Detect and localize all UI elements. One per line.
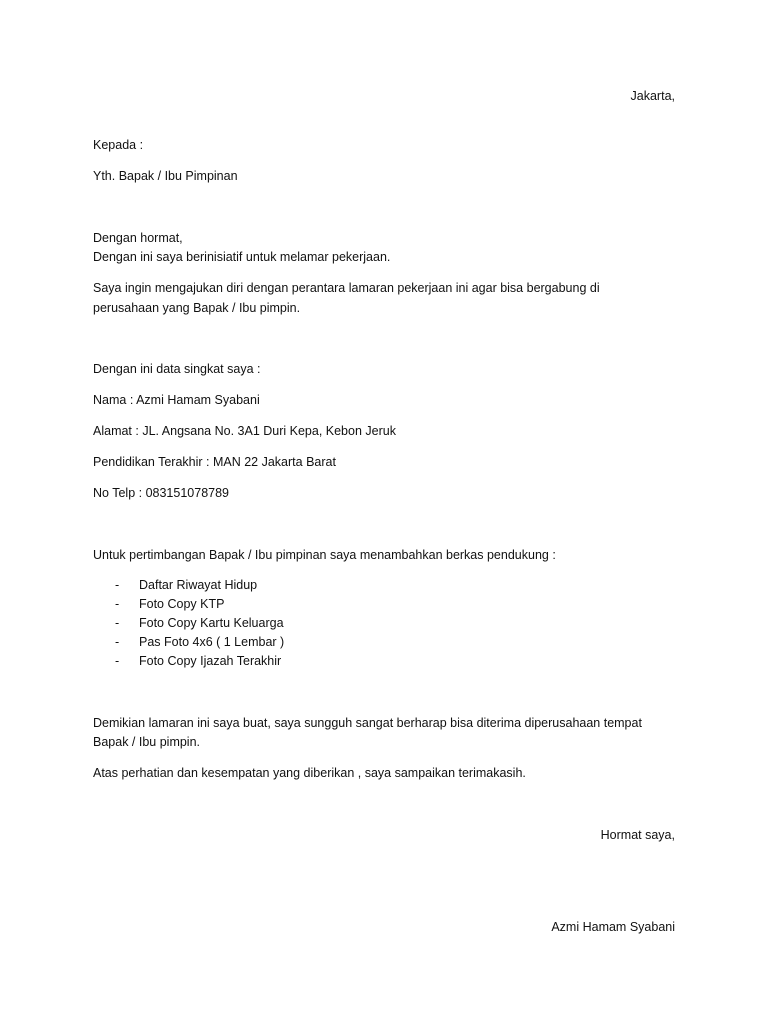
- data-intro: Dengan ini data singkat saya :: [93, 362, 261, 376]
- name-field: Nama : Azmi Hamam Syabani: [93, 393, 260, 407]
- greeting: Dengan hormat,: [93, 231, 183, 245]
- sign-off: Hormat saya,: [600, 828, 675, 842]
- intro-sentence: Dengan ini saya berinisiatif untuk melamar pekerjaan.: [93, 250, 391, 264]
- phone-field: No Telp : 083151078789: [93, 486, 229, 500]
- attachment-item: Foto Copy Kartu Keluarga: [139, 616, 284, 630]
- attachment-item: Foto Copy Ijazah Terakhir: [139, 654, 282, 668]
- thanks-sentence: Atas perhatian dan kesempatan yang diberikan , saya sampaikan terimakasih.: [93, 766, 526, 780]
- closing-line-1: Demikian lamaran ini saya buat, saya sungguh sangat berharap bisa diterima diperusahaan tempat: [93, 716, 642, 730]
- bullet-dash: -: [115, 578, 120, 592]
- education-field: Pendidikan Terakhir : MAN 22 Jakarta Barat: [93, 455, 336, 469]
- recipient-label: Kepada :: [93, 138, 144, 152]
- address-field: Alamat : JL. Angsana No. 3A1 Duri Kepa, Kebon Jeruk: [93, 424, 396, 438]
- bullet-dash: -: [115, 616, 120, 630]
- attachment-item: Foto Copy KTP: [139, 597, 225, 611]
- attachments-intro: Untuk pertimbangan Bapak / Ibu pimpinan saya menambahkan berkas pendukung :: [93, 548, 556, 562]
- attachment-item: Daftar Riwayat Hidup: [139, 578, 258, 592]
- bullet-dash: -: [115, 635, 120, 649]
- bullet-dash: -: [115, 654, 120, 668]
- attachment-item: Pas Foto 4x6 ( 1 Lembar ): [139, 635, 285, 649]
- place-date: Jakarta,: [630, 89, 675, 103]
- bullet-dash: -: [115, 597, 120, 611]
- paragraph-1-line-2: perusahaan yang Bapak / Ibu pimpin.: [93, 301, 301, 315]
- signature-name: Azmi Hamam Syabani: [551, 920, 675, 934]
- closing-line-2: Bapak / Ibu pimpin.: [93, 735, 201, 749]
- paragraph-1-line-1: Saya ingin mengajukan diri dengan perantara lamaran pekerjaan ini agar bisa bergabung di: [93, 281, 600, 295]
- recipient: Yth. Bapak / Ibu Pimpinan: [93, 169, 238, 183]
